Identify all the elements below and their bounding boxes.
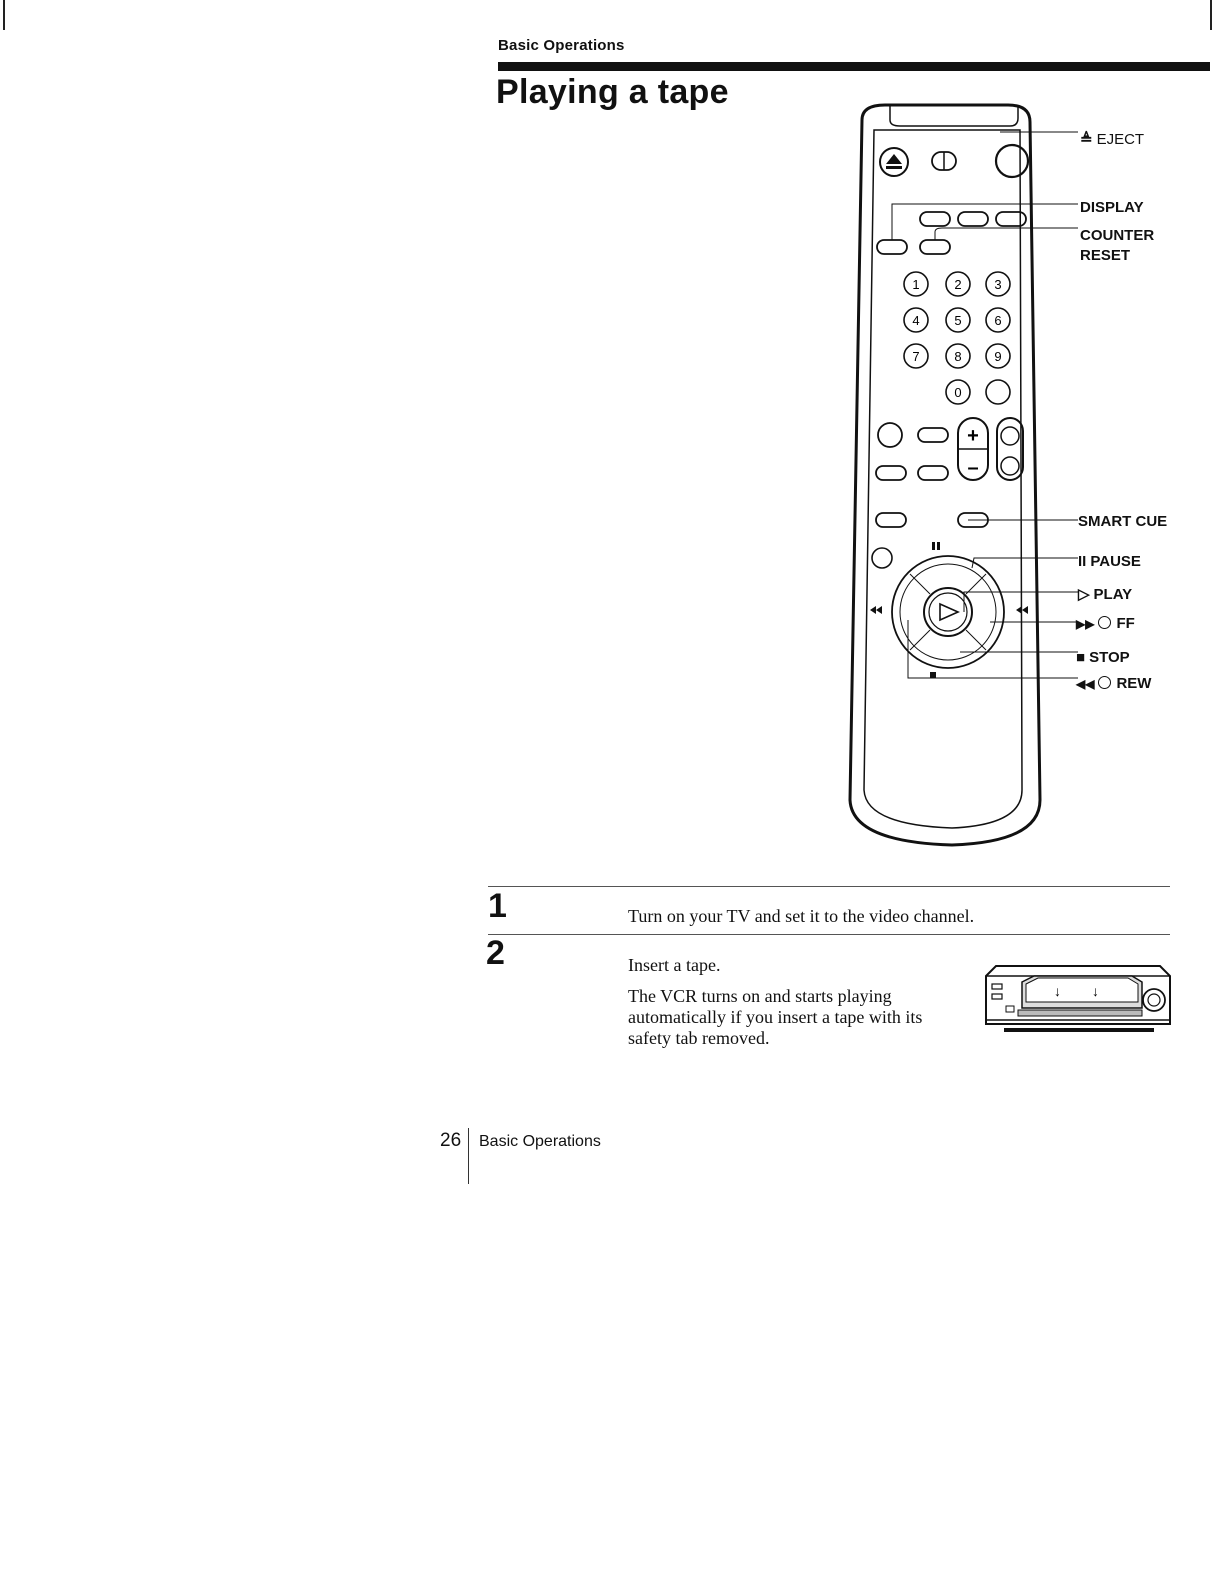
step-text: safety tab removed. — [628, 1028, 770, 1048]
step-text: Insert a tape. — [628, 955, 721, 975]
rew-glyph-icon: ◀◀ — [1076, 677, 1095, 691]
remote-control-illustration — [840, 100, 1080, 860]
callout-play: ▷ PLAY — [1078, 586, 1133, 603]
callout-reset: RESET — [1080, 247, 1131, 264]
vcr-illustration — [982, 962, 1174, 1034]
step-divider — [488, 886, 1170, 887]
page-edge-mark-right — [1210, 0, 1212, 30]
callout-counter: COUNTER — [1080, 227, 1155, 244]
key-8: 8 — [954, 349, 962, 364]
key-2: 2 — [954, 277, 962, 292]
callout-stop: ■ STOP — [1076, 649, 1130, 666]
callout-display: DISPLAY — [1080, 199, 1144, 216]
step-number: 1 — [488, 887, 507, 925]
section-label: Basic Operations — [498, 37, 625, 54]
ff-glyph-icon: ▶▶ — [1076, 617, 1095, 631]
plus-icon: + — [967, 425, 979, 447]
key-7: 7 — [912, 349, 920, 364]
step-text: automatically if you insert a tape with its — [628, 1007, 923, 1027]
footer-divider — [468, 1128, 469, 1184]
header-rule — [498, 62, 1210, 71]
callout-pause: II PAUSE — [1078, 553, 1141, 570]
stop-icon — [930, 672, 936, 678]
stop-glyph-icon: ■ — [1076, 649, 1086, 666]
key-1: 1 — [912, 277, 920, 292]
rew-circle-icon — [1098, 676, 1111, 689]
minus-icon: – — [967, 457, 979, 479]
key-9: 9 — [994, 349, 1002, 364]
callout-smart-cue: SMART CUE — [1078, 513, 1168, 530]
callout-eject: ≜ EJECT — [1080, 131, 1145, 148]
key-5: 5 — [954, 313, 962, 328]
step-divider — [488, 934, 1170, 935]
page-title: Playing a tape — [496, 73, 729, 111]
key-0: 0 — [954, 385, 962, 400]
pause-icon: II — [1078, 553, 1087, 570]
svg-text:↓: ↓ — [1054, 983, 1061, 999]
key-3: 3 — [994, 277, 1002, 292]
footer-section: Basic Operations — [479, 1133, 601, 1150]
callout-rew: ◀◀ REW — [1076, 675, 1152, 692]
play-glyph-icon: ▷ — [1078, 586, 1090, 603]
key-6: 6 — [994, 313, 1002, 328]
svg-text:↓: ↓ — [1092, 983, 1099, 999]
ff-circle-icon — [1098, 616, 1111, 629]
step-text: Turn on your TV and set it to the video channel. — [628, 906, 975, 926]
page-number: 26 — [440, 1130, 462, 1151]
eject-glyph-icon: ≜ — [1080, 131, 1093, 148]
callout-ff: ▶▶ FF — [1076, 615, 1135, 632]
page-edge-mark-left — [3, 0, 5, 30]
key-4: 4 — [912, 313, 920, 328]
step-text: The VCR turns on and starts playing — [628, 986, 892, 1006]
step-number: 2 — [486, 934, 505, 972]
